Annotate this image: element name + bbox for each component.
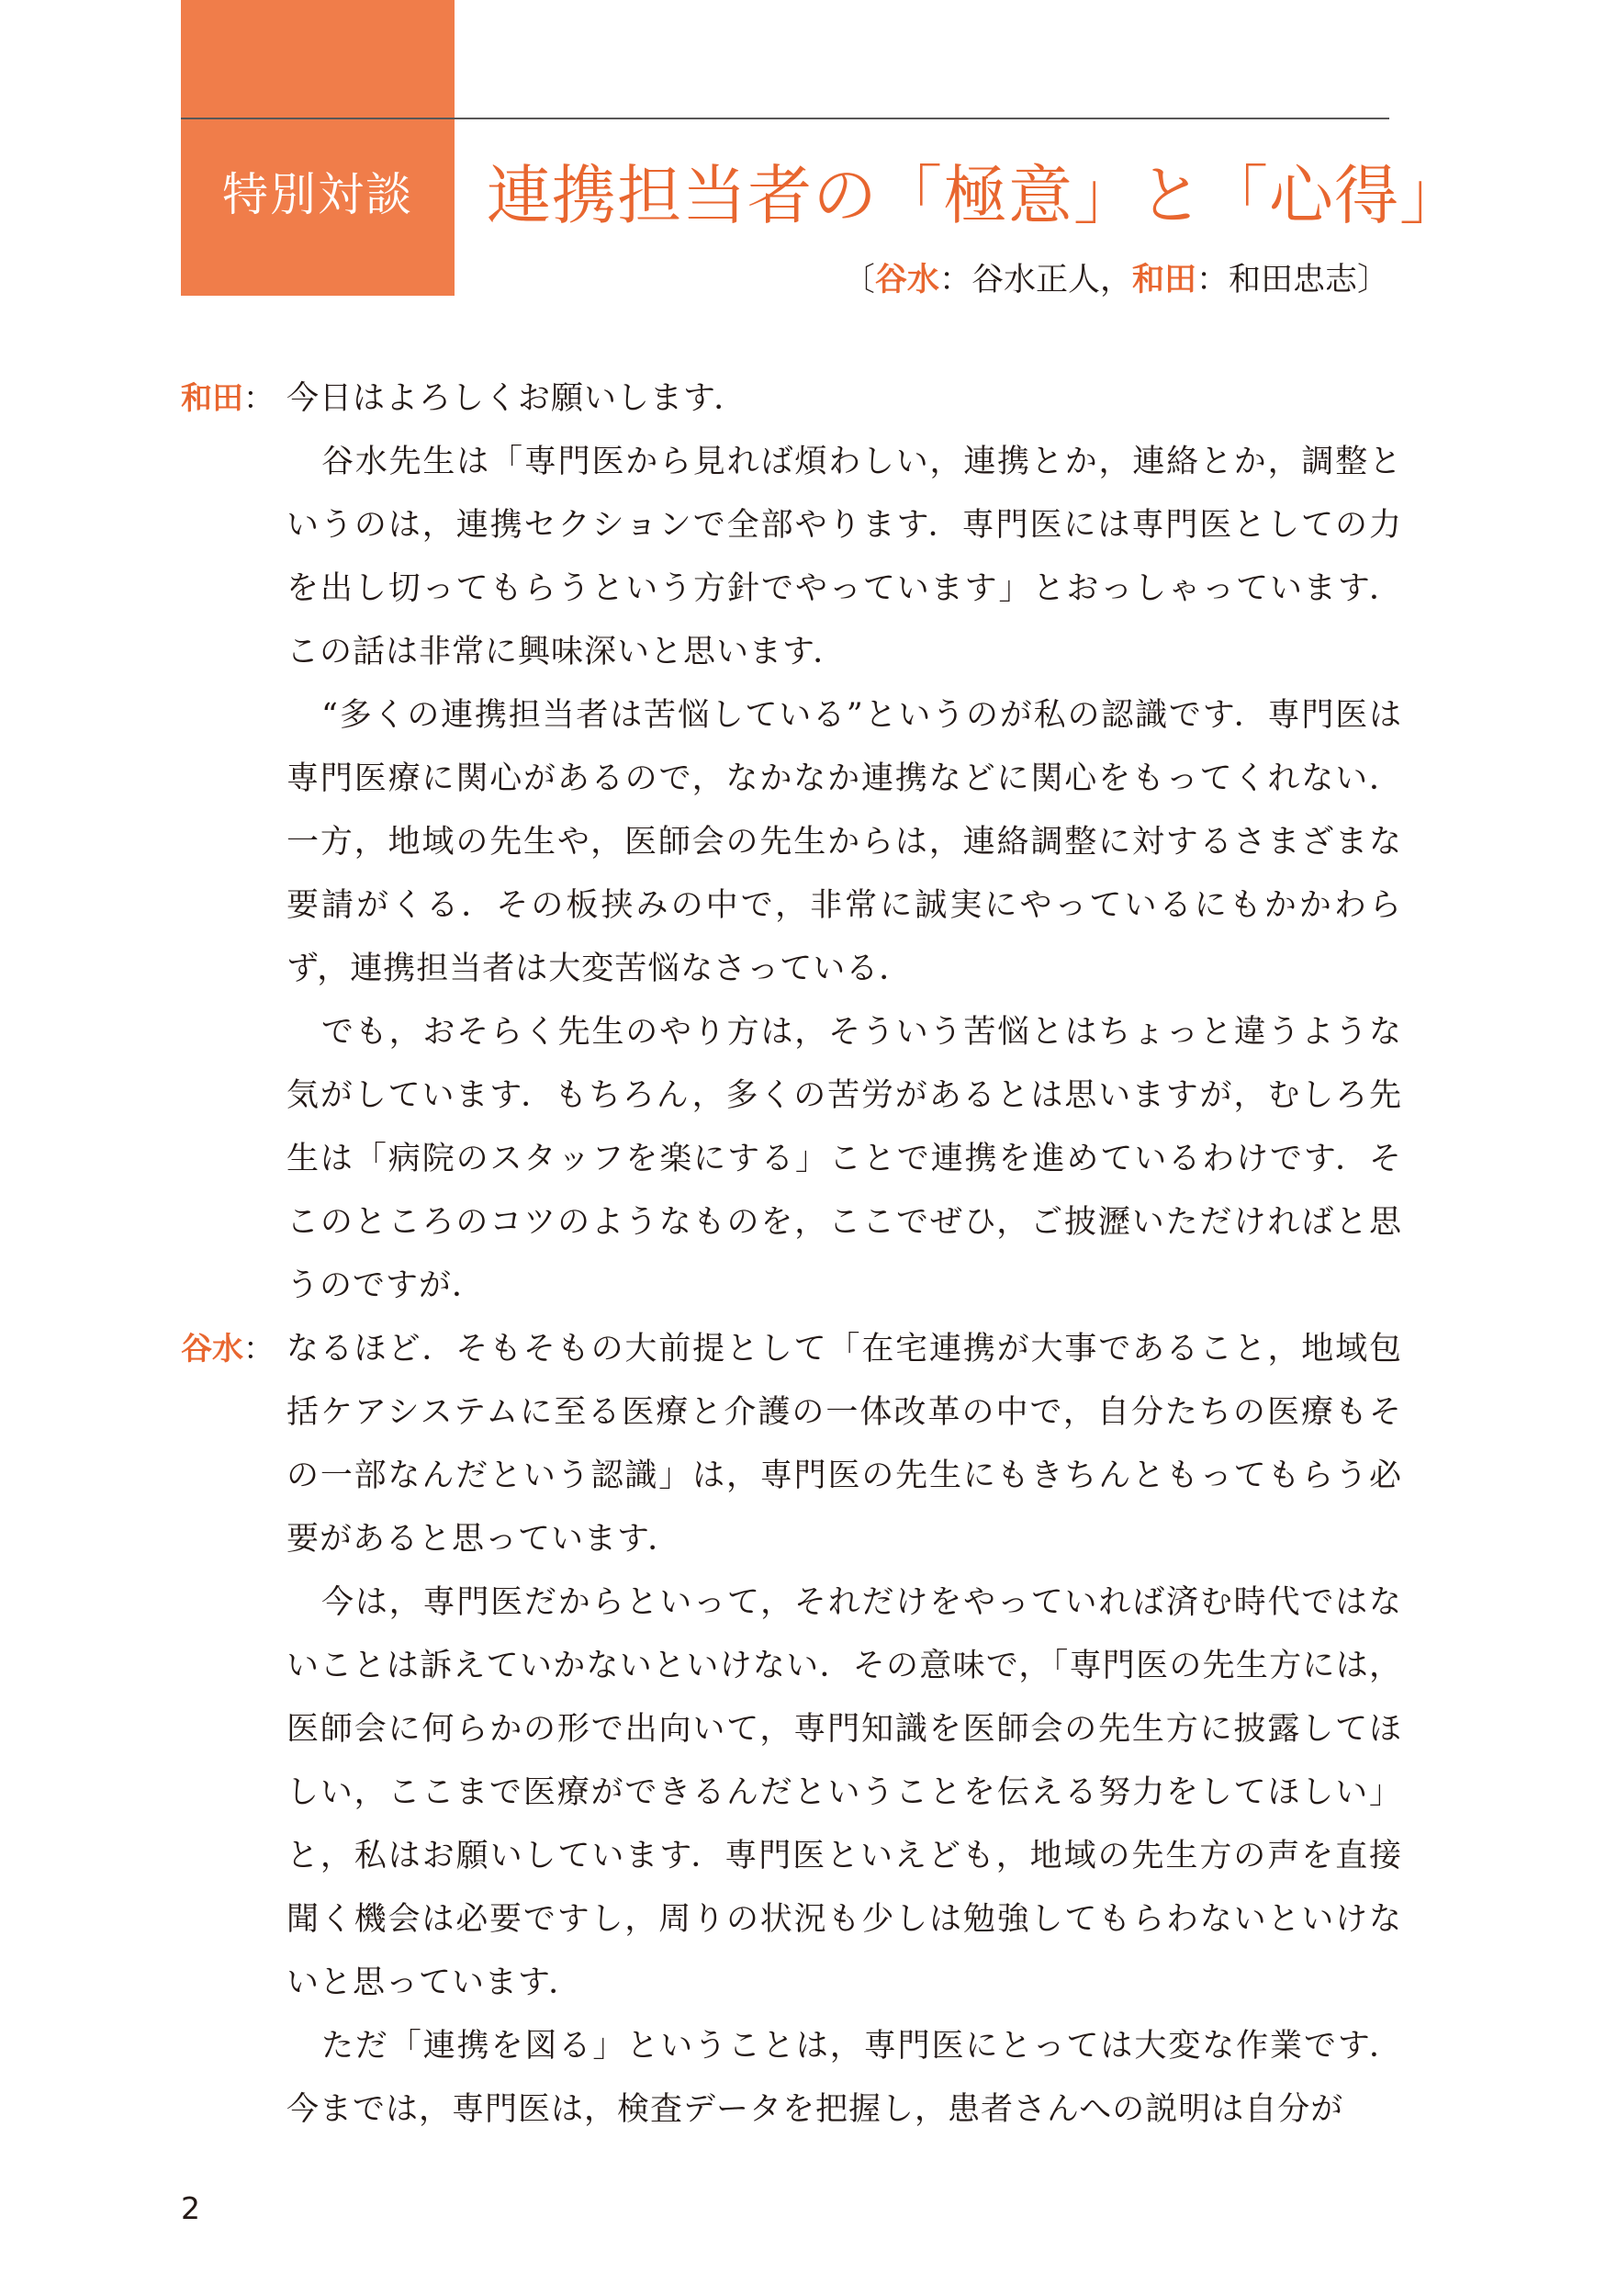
section-tab-label: 特別対談 xyxy=(222,168,413,221)
paragraph: ただ「連携を図る」ということは，専門医にとっては大変な作業です．今までは，専門医は，検査データを把握し，患者さんへの説明は自分が xyxy=(286,2028,1402,2128)
paragraph: なるほど．そもそもの大前提として「在宅連携が大事であること，地域包括ケアシステムに至る医療と介護の一体改革の中で，自分たちの医療もその一部なんだという認識」は，専門医の先生にもきちんともってもらう必要があると思っています． xyxy=(286,1331,1402,1558)
page-number: 2 xyxy=(181,2190,200,2226)
speaker-key-b-name: 和田 xyxy=(1131,262,1196,298)
speaker-key xyxy=(843,257,1389,303)
speaker-key-a-name: 谷水 xyxy=(874,262,939,298)
speaker-colon: ： xyxy=(243,1331,275,1367)
page-title: 連携担当者の「極意」と「心得」 xyxy=(487,158,1465,233)
speaker-label xyxy=(181,367,275,431)
paragraph: 今は，専門医だからといって，それだけをやっていれば済む時代ではないことは訴えていかないといけない．その意味で，「専門医の先生方には，医師会に何らかの形で出向いて，専門知識を医師会の先生方に披露してほしい，ここまで医療ができるんだということを伝える努力をしてほしい」と，私はお願いしています．専門医といえども，地域の先生方の声を直接聞く機会は必要ですし，周りの状況も少しは勉強してもらわないといけないと思っています． xyxy=(286,1584,1402,2001)
speaker-name: 和田 xyxy=(181,380,243,417)
header-rule xyxy=(181,118,1389,119)
speaker-colon: ： xyxy=(243,380,275,417)
paragraph: “多くの連携担当者は苦悩している”というのが私の認識です．専門医は専門医療に関心があるので，なかなか連携などに関心をもってくれない．一方，地域の先生や，医師会の先生からは，連絡調整に対するさまざまな要請がくる．その板挟みの中で，非常に誠実にやっているにもかかわらず，連携担当者は大変苦悩なさっている． xyxy=(286,697,1402,987)
dialogue-turn-tanimizu xyxy=(181,1318,1402,2142)
section-tab xyxy=(181,0,455,296)
speaker-key-open: 〔 xyxy=(842,262,875,298)
speaker-name: 谷水 xyxy=(181,1331,243,1367)
paragraph: 今日はよろしくお願いします． xyxy=(286,380,747,417)
dialogue-turn-wada xyxy=(181,367,1402,1318)
speaker-key-a-full: ：谷水正人， xyxy=(938,262,1132,298)
speaker-key-close: 〕 xyxy=(1356,262,1389,298)
paragraph: でも，おそらく先生のやり方は，そういう苦悩とはちょっと違うような気がしています．もちろん，多くの苦労があるとは思いますが，むしろ先生は「病院のスタッフを楽にする」ことで連携を進めているわけです．そこのところのコツのようなものを，ここでぜひ，ご披瀝いただければと思うのですが． xyxy=(286,1014,1402,1304)
speaker-label xyxy=(181,1318,275,1381)
speaker-key-b-full: ：和田忠志 xyxy=(1196,262,1357,298)
paragraph: 谷水先生は「専門医から見れば煩わしい，連携とか，連絡とか，調整というのは，連携セクションで全部やります．専門医には専門医としての力を出し切ってもらうという方針でやっています」とおっしゃっています．この話は非常に興味深いと思います． xyxy=(286,444,1402,670)
dialogue-body xyxy=(181,367,1402,2142)
